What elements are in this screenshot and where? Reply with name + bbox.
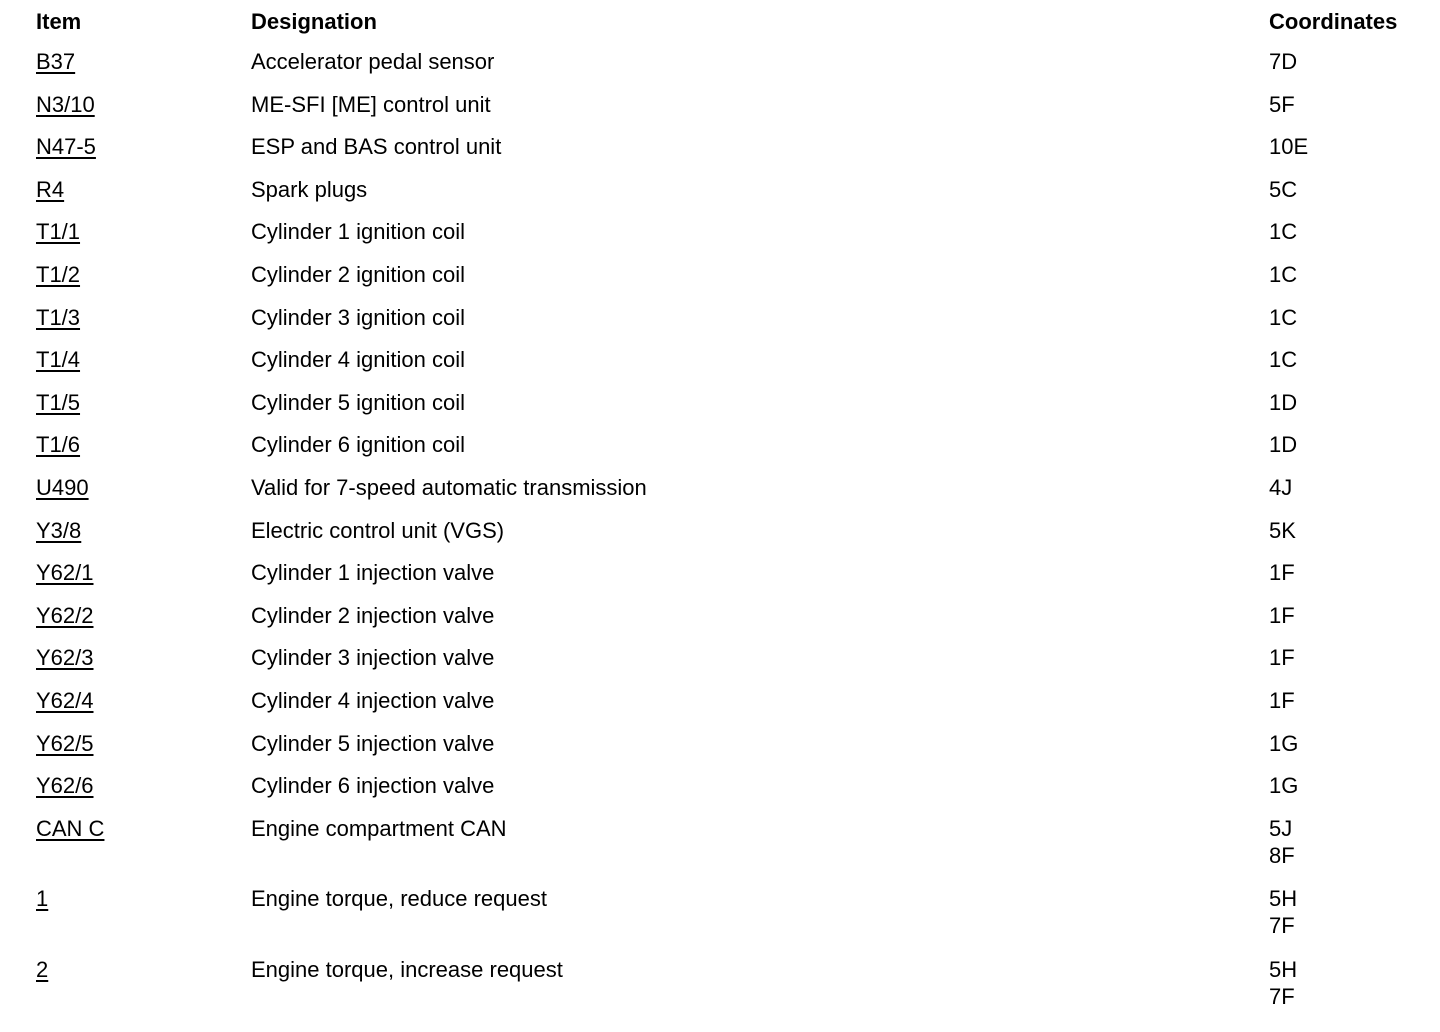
coordinates-cell (1269, 559, 1295, 586)
coordinates-cell (1269, 91, 1295, 118)
coordinates-cell (1269, 644, 1295, 671)
designation-text: Spark plugs (251, 176, 368, 202)
coordinates-cell (1269, 517, 1296, 544)
designation-text: Cylinder 4 ignition coil (251, 347, 465, 373)
item-link[interactable]: T1/5 (36, 389, 81, 415)
coordinates-cell (1269, 176, 1297, 203)
coordinate-value: 5H (1269, 886, 1298, 912)
coordinate-value: 1G (1269, 773, 1299, 799)
coordinates-cell (1269, 885, 1297, 939)
coordinates-cell (1269, 48, 1297, 75)
coordinate-value: 1D (1269, 389, 1298, 415)
designation-text: Cylinder 6 ignition coil (251, 432, 465, 458)
header-coordinates: Coordinates (1269, 9, 1398, 34)
designation-text: Engine torque, reduce request (251, 886, 547, 912)
designation-text: Engine compartment CAN (251, 815, 507, 841)
designation-text: Accelerator pedal sensor (251, 49, 495, 74)
coordinates-cell (1269, 389, 1297, 416)
designation-text: Engine torque, increase request (251, 956, 563, 982)
item-link[interactable]: T1/4 (36, 347, 81, 373)
table-row (36, 261, 1426, 304)
table-row (36, 431, 1426, 474)
designation-text: Electric control unit (VGS) (251, 517, 505, 543)
item-link[interactable]: T1/3 (36, 304, 81, 330)
table-row (36, 815, 1426, 886)
table-row (36, 885, 1426, 956)
coordinate-value: 8F (1269, 842, 1295, 868)
item-link[interactable]: T1/2 (36, 261, 81, 287)
designation-text: Cylinder 4 injection valve (251, 687, 495, 713)
coordinate-value: 5H (1269, 956, 1298, 982)
table-row (36, 474, 1426, 517)
header-item: Item (36, 9, 82, 34)
coordinate-value: 4J (1269, 474, 1293, 500)
coordinates-cell (1269, 304, 1297, 331)
designation-text: Cylinder 5 ignition coil (251, 389, 465, 415)
table-row (36, 602, 1426, 645)
item-link[interactable]: N47-5 (36, 134, 96, 160)
designation-text: Cylinder 5 injection valve (251, 730, 495, 756)
table-body (36, 48, 1426, 1026)
coordinate-value: 1D (1269, 432, 1298, 458)
coordinate-value: 7F (1269, 913, 1295, 939)
item-link[interactable]: 1 (36, 886, 49, 912)
item-link[interactable]: T1/1 (36, 219, 81, 245)
table-row (36, 687, 1426, 730)
item-link[interactable]: 2 (36, 956, 49, 982)
item-link[interactable]: Y62/2 (36, 602, 94, 628)
coordinates-cell (1269, 730, 1298, 757)
coordinates-cell (1269, 956, 1297, 1010)
coordinates-cell (1269, 687, 1295, 714)
item-link[interactable]: Y3/8 (36, 517, 82, 543)
coordinates-cell (1269, 218, 1297, 245)
coordinate-value: 7D (1269, 49, 1298, 74)
coordinate-value: 1C (1269, 347, 1298, 373)
table-row (36, 772, 1426, 815)
item-link[interactable]: N3/10 (36, 91, 95, 117)
item-link[interactable]: R4 (36, 176, 65, 202)
table-row (36, 956, 1426, 1027)
coordinate-value: 5F (1269, 91, 1295, 117)
table-row (36, 730, 1426, 773)
designation-text: Cylinder 1 ignition coil (251, 219, 465, 245)
coordinate-value: 1C (1269, 304, 1298, 330)
designation-text: ESP and BAS control unit (251, 134, 502, 160)
designation-text: Cylinder 6 injection valve (251, 773, 495, 799)
coordinates-cell (1269, 602, 1295, 629)
table-row (36, 48, 1426, 91)
coordinate-value: 10E (1269, 134, 1309, 160)
table-row (36, 389, 1426, 432)
item-link[interactable]: Y62/5 (36, 730, 94, 756)
coordinates-cell (1269, 474, 1292, 501)
coordinate-value: 5J (1269, 815, 1293, 841)
designation-text: Cylinder 3 injection valve (251, 645, 495, 671)
header-designation: Designation (251, 9, 377, 34)
table-row (36, 644, 1426, 687)
table-row (36, 218, 1426, 261)
table-row (36, 346, 1426, 389)
table-row (36, 133, 1426, 176)
item-link[interactable]: Y62/4 (36, 687, 94, 713)
legend-table (36, 0, 1426, 1026)
coordinate-value: 1F (1269, 645, 1295, 671)
table-header (36, 0, 1426, 48)
coordinate-value: 1G (1269, 730, 1299, 756)
coordinates-cell (1269, 133, 1308, 160)
table-row (36, 517, 1426, 560)
item-link[interactable]: B37 (36, 49, 76, 74)
item-link[interactable]: U490 (36, 474, 89, 500)
coordinate-value: 7F (1269, 983, 1295, 1009)
coordinate-value: 5C (1269, 176, 1298, 202)
item-link[interactable]: Y62/3 (36, 645, 94, 671)
coordinate-value: 5K (1269, 517, 1296, 543)
table-row (36, 559, 1426, 602)
coordinates-cell (1269, 261, 1297, 288)
coordinates-cell (1269, 772, 1298, 799)
designation-text: ME-SFI [ME] control unit (251, 91, 491, 117)
coordinate-value: 1F (1269, 602, 1295, 628)
coordinate-value: 1F (1269, 560, 1295, 586)
designation-text: Cylinder 2 ignition coil (251, 261, 465, 287)
table-row (36, 176, 1426, 219)
item-link[interactable]: T1/6 (36, 432, 81, 458)
designation-text: Cylinder 3 ignition coil (251, 304, 465, 330)
item-link[interactable]: CAN C (36, 815, 105, 841)
coordinates-cell (1269, 815, 1295, 869)
coordinate-value: 1C (1269, 219, 1298, 245)
designation-text: Valid for 7-speed automatic transmission (251, 474, 647, 500)
item-link[interactable]: Y62/6 (36, 773, 94, 799)
table-row (36, 91, 1426, 134)
coordinates-cell (1269, 431, 1297, 458)
table-row (36, 304, 1426, 347)
item-link[interactable]: Y62/1 (36, 560, 94, 586)
designation-text: Cylinder 1 injection valve (251, 560, 495, 586)
coordinate-value: 1F (1269, 687, 1295, 713)
designation-text: Cylinder 2 injection valve (251, 602, 495, 628)
coordinates-cell (1269, 346, 1297, 373)
coordinate-value: 1C (1269, 261, 1298, 287)
